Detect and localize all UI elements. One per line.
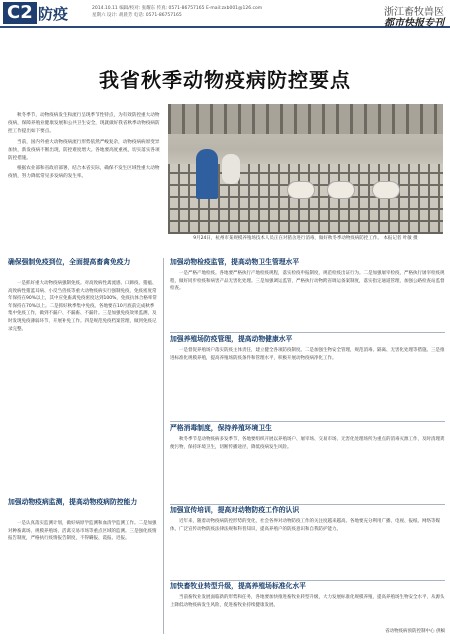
section-divider [170, 421, 445, 422]
lead-paragraph: 秋冬季节，动物疫病发生和流行呈现季节性特点，为有效防控重大动物疫病，保障养殖业健康发展和公共卫生安全，现就做好我省秋季动物疫病防控工作提出如下要点。 [8, 113, 160, 135]
section-title: 加强宣传培训，提高对动物防疫工作的认识 [170, 506, 300, 514]
edition-name: 浙江畜牧兽医 [384, 7, 444, 18]
section-title: 加快畜牧业转型升级，提高养殖场标准化水平 [170, 582, 306, 590]
lead-paragraph: 根据农业部和省政府部署，结合本省实际，确保不发生区域性重大动物疫情，努力降低常见多发病的发生率。 [8, 166, 160, 180]
section-body: 一是认真落实监测计划，做好病原学监测和血清学监测工作。二是加强对种畜禽场、规模养殖场、活禽交易市场等重点区域的监测。三是强化疫情报告制度，严格执行疫情报告制度，不得瞒报、谎报、迟报。 [8, 521, 157, 542]
section-body: 当前畜牧业发展面临新的形势和任务，各地要加快推进畜牧业转型升级，大力发展标准化规模养殖，提高养殖场生物安全水平，从源头上降低动物疫病发生风险，促进畜牧业持续健康发展。 [170, 595, 445, 608]
photo-shed-roof [168, 104, 443, 134]
header-meta [92, 5, 262, 19]
meta-line-1: 2014.10.11 编辑/校对: 张耀东 传真: 0571-86757165 E-mail:zxb001@126.com [92, 6, 263, 11]
section-body: 秋冬季节是动物疫病多发季节，各地要组织开展以养殖场户、屠宰场、交易市场、无害化处理场所为重点的消毒灭源工作，及时清理粪便污物，保持环境卫生，切断传播途径，降低疫病发生风险。 [170, 437, 445, 450]
meta-line-2: 星期六 设计: 胡晨芳 电话: 0571-86757165 [92, 13, 182, 18]
photo-animal [288, 182, 314, 198]
headline: 我省秋季动物疫病防控要点 [99, 68, 351, 92]
section-title: 确保强制免疫到位，全面提高畜禽免疫力 [8, 258, 131, 266]
masthead-logo: 都市快报专刊 [384, 18, 444, 29]
photo-worker [196, 149, 218, 199]
photo-animal [328, 182, 354, 198]
photo-animal [373, 182, 399, 198]
section-body: 一是严格产地检疫。各地要严格执行产地检疫规程，落实检疫申报制度，规范检疫出证行为。二是加强屠宰检疫，严格执行屠宰检疫规程，做好同步检疫和病害产品无害化处理。三是加强调运监管，严格执行动物跨省调运备案制度，落实指定通道管理，加强公路检查站监督检查。 [170, 271, 445, 292]
news-photo [168, 104, 443, 234]
section-body: 近年来，随着动物疫病防控形势的变化，社会各界对动物防疫工作的关注度越来越高。各地要充分利用广播、电视、报纸、网络等媒体，广泛宣传动物防疫法律法规和科普知识，提高养殖户的防疫意识和自我防护能力。 [170, 519, 440, 532]
section-body: 一是督促养殖场户落实防疫主体责任，建立健全各项防疫制度。二是加强生物安全管理，规范消毒、隔离、无害化处理等措施。三是推进标准化规模养殖，提高养殖场防疫条件和管理水平，积极开展动物疫病净化工作。 [170, 348, 445, 361]
section-name: 防疫 [38, 5, 69, 23]
lead-text [8, 112, 160, 184]
page-number: C2 [3, 2, 37, 24]
section-title: 严格消毒制度，保持养殖环境卫生 [170, 424, 272, 432]
photo-worker [222, 154, 240, 184]
section-title: 加强动物检疫监管，提高动物卫生管理水平 [170, 258, 300, 266]
section-divider [170, 580, 445, 581]
section-divider [170, 504, 445, 505]
column-divider [163, 258, 164, 634]
lead-paragraph: 当前，国内外重大动物疫病流行形势依然严峻复杂，动物疫病病原变异加快，新发疫病不断出现，防控难度增大。各地要高度重视，切实落实各项防控措施。 [8, 139, 160, 162]
source-credit: 省动物疫病预防控制中心 供稿 [385, 629, 445, 634]
section-divider [170, 332, 445, 333]
section-body: 一是抓好重大动物疫病强制免疫。对高致病性禽流感、口蹄疫、猪瘟、高致病性猪蓝耳病、小反刍兽疫等重大动物疫病实行强制免疫，免疫密度常年保持在90%以上，其中应免畜禽免疫密度达到100%，免疫抗体合格率常年保持在70%以上。二是抓好秋季集中免疫。各地要在10月底前完成秋季集中免疫工作，做到不漏户、不漏畜、不漏针。三是加强免疫效果监测，及时发现免疫薄弱环节，开展补免工作。四是规范免疫档案管理，做到免疫记录完整。 [8, 281, 157, 332]
section-title: 加强养殖场防疫管理，提高动物健康水平 [170, 335, 293, 343]
photo-caption: 9月24日，杭州市某规模养殖场技术人员正在对猪舍进行消毒，做好秋冬季动物疫病防控工作。 本报记者 叶敏 摄 [193, 236, 418, 241]
section-title: 加强动物疫病监测，提高动物疫病防控能力 [8, 498, 138, 506]
